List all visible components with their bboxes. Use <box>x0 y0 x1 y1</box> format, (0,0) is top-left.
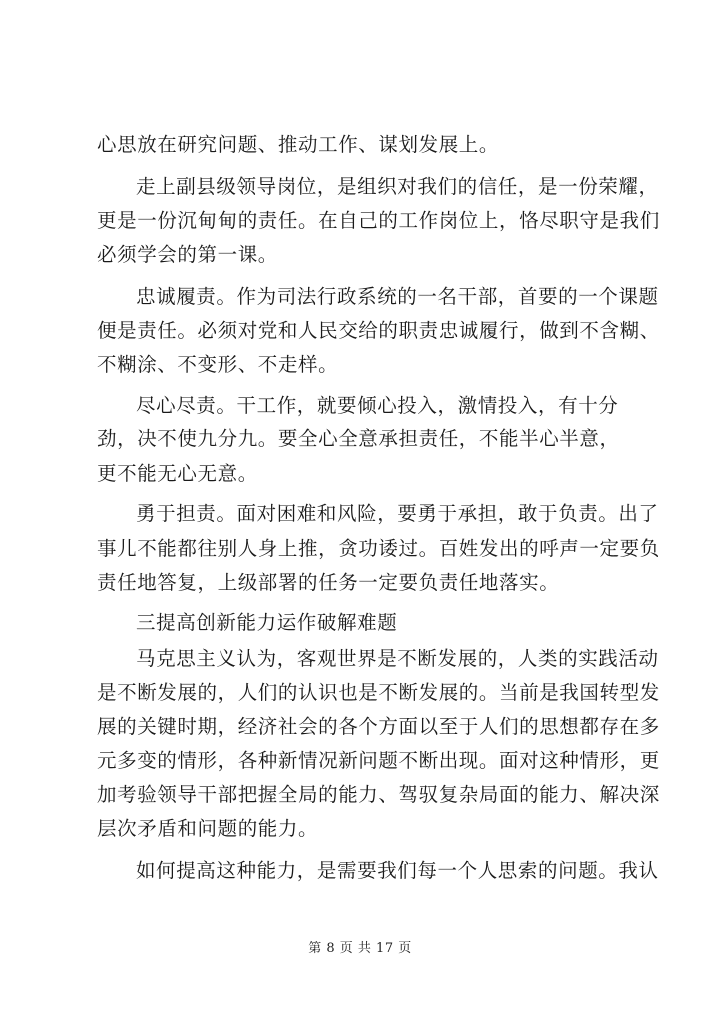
text-line: 更是一份沉甸甸的责任。在自己的工作岗位上，恪尽职守是我们 <box>97 209 660 232</box>
text-line: 加考验领导干部把握全局的能力、驾驭复杂局面的能力、解决深 <box>97 783 660 806</box>
text-line: 走上副县级领导岗位，是组织对我们的信任，是一份荣耀， <box>136 175 659 198</box>
text-line: 更不能无心无意。 <box>97 462 258 485</box>
text-line: 元多变的情形，各种新情况新问题不断出现。面对这种情形，更 <box>97 749 660 772</box>
text-line: 尽心尽责。干工作，就要倾心投入，激情投入，有十分 <box>136 394 619 417</box>
text-line: 不糊涂、不变形、不走样。 <box>97 353 339 376</box>
text-line: 劲，决不使九分九。要全心全意承担责任，不能半心半意， <box>97 427 620 450</box>
page-number-footer: 第 8 页 共 17 页 <box>308 941 412 956</box>
text-line: 勇于担责。面对困难和风险，要勇于承担，敢于负责。出了 <box>136 502 659 525</box>
text-line: 心思放在研究问题、推动工作、谋划发展上。 <box>97 133 500 156</box>
text-line: 是不断发展的，人们的认识也是不断发展的。当前是我国转型发 <box>97 681 660 704</box>
section-heading: 三提高创新能力运作破解难题 <box>136 611 398 634</box>
text-line: 事儿不能都往别人身上推，贪功诿过。百姓发出的呼声一定要负 <box>97 537 660 560</box>
text-line: 层次矛盾和问题的能力。 <box>97 817 319 840</box>
text-line: 便是责任。必须对党和人民交给的职责忠诚履行，做到不含糊、 <box>97 319 660 342</box>
text-line: 忠诚履责。作为司法行政系统的一名干部，首要的一个课题 <box>136 285 659 308</box>
text-line: 马克思主义认为，客观世界是不断发展的，人类的实践活动 <box>136 647 659 670</box>
text-line: 展的关键时期，经济社会的各个方面以至于人们的思想都存在多 <box>97 715 660 738</box>
text-line: 如何提高这种能力，是需要我们每一个人思索的问题。我认 <box>136 859 659 882</box>
text-line: 责任地答复，上级部署的任务一定要负责任地落实。 <box>97 571 560 594</box>
text-line: 必须学会的第一课。 <box>97 243 278 266</box>
